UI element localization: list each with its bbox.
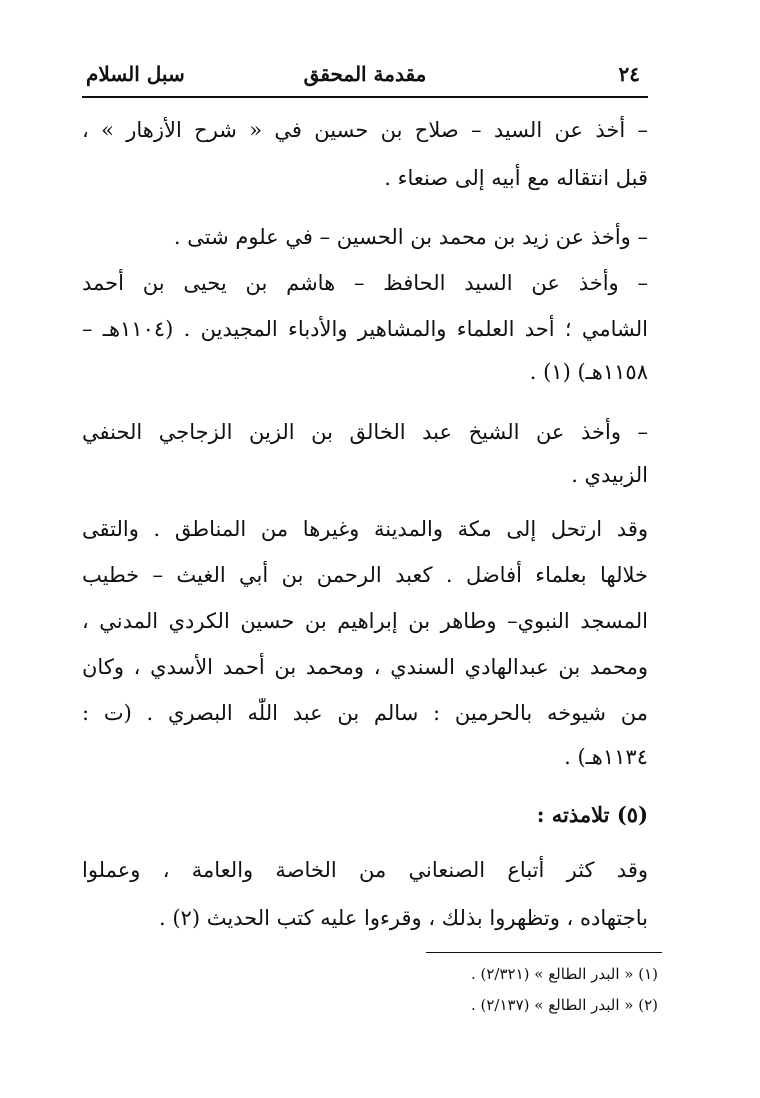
text-line: المسجد النبوي– وطاهر بن إبراهيم بن حسين الكردي المدني ،: [82, 609, 648, 633]
text-line: – وأخذ عن الشيخ عبد الخالق بن الزين الزجاجي الحنفي: [82, 420, 648, 444]
text-line: قبل انتقاله مع أبيه إلى صنعاء .: [384, 166, 648, 190]
book-title: سبل السلام: [86, 62, 185, 86]
text-line: ١١٥٨هـ) (١) .: [529, 360, 648, 384]
footnote-rule: [426, 952, 662, 953]
section-heading: (٥) تلامذته :: [536, 802, 648, 827]
text-line: من شيوخه بالحرمين : سالم بن عبد اللّٰه البصري . (ت :: [82, 701, 648, 725]
footnote: (١) « البدر الطالع » (٢/٣٢١) .: [470, 965, 658, 983]
text-line: – وأخذ عن السيد الحافظ – هاشم بن يحيى بن أحمد: [82, 271, 648, 295]
text-line: الزبيدي .: [571, 463, 648, 487]
text-line: ١١٣٤هـ) .: [564, 745, 648, 769]
text-line: وقد ارتحل إلى مكة والمدينة وغيرها من المناطق . والتقى: [82, 517, 648, 541]
text-line: وقد كثر أتباع الصنعاني من الخاصة والعامة ، وعملوا: [82, 858, 648, 882]
text-line: – أخذ عن السيد – صلاح بن حسين في « شرح الأزهار » ،: [82, 118, 648, 142]
page-header: [82, 56, 648, 96]
footnote: (٢) « البدر الطالع » (٢/١٣٧) .: [470, 996, 658, 1014]
text-line: خلالها بعلماء أفاضل . كعبد الرحمن بن أبي الغيث – خطيب: [82, 563, 648, 587]
text-line: الشامي ؛ أحد العلماء والمشاهير والأدباء المجيدين . (١١٠٤هـ –: [82, 317, 648, 341]
header-rule: [82, 96, 648, 98]
page-number: ٢٤: [618, 62, 640, 86]
text-line: ومحمد بن عبدالهادي السندي ، ومحمد بن أحمد الأسدي ، وكان: [82, 655, 648, 679]
text-line: – وأخذ عن زيد بن محمد بن الحسين – في علوم شتى .: [173, 225, 648, 249]
section-title: مقدمة المحقق: [303, 62, 427, 86]
text-line: باجتهاده ، وتظهروا بذلك ، وقرءوا عليه كتب الحديث (٢) .: [159, 906, 648, 930]
